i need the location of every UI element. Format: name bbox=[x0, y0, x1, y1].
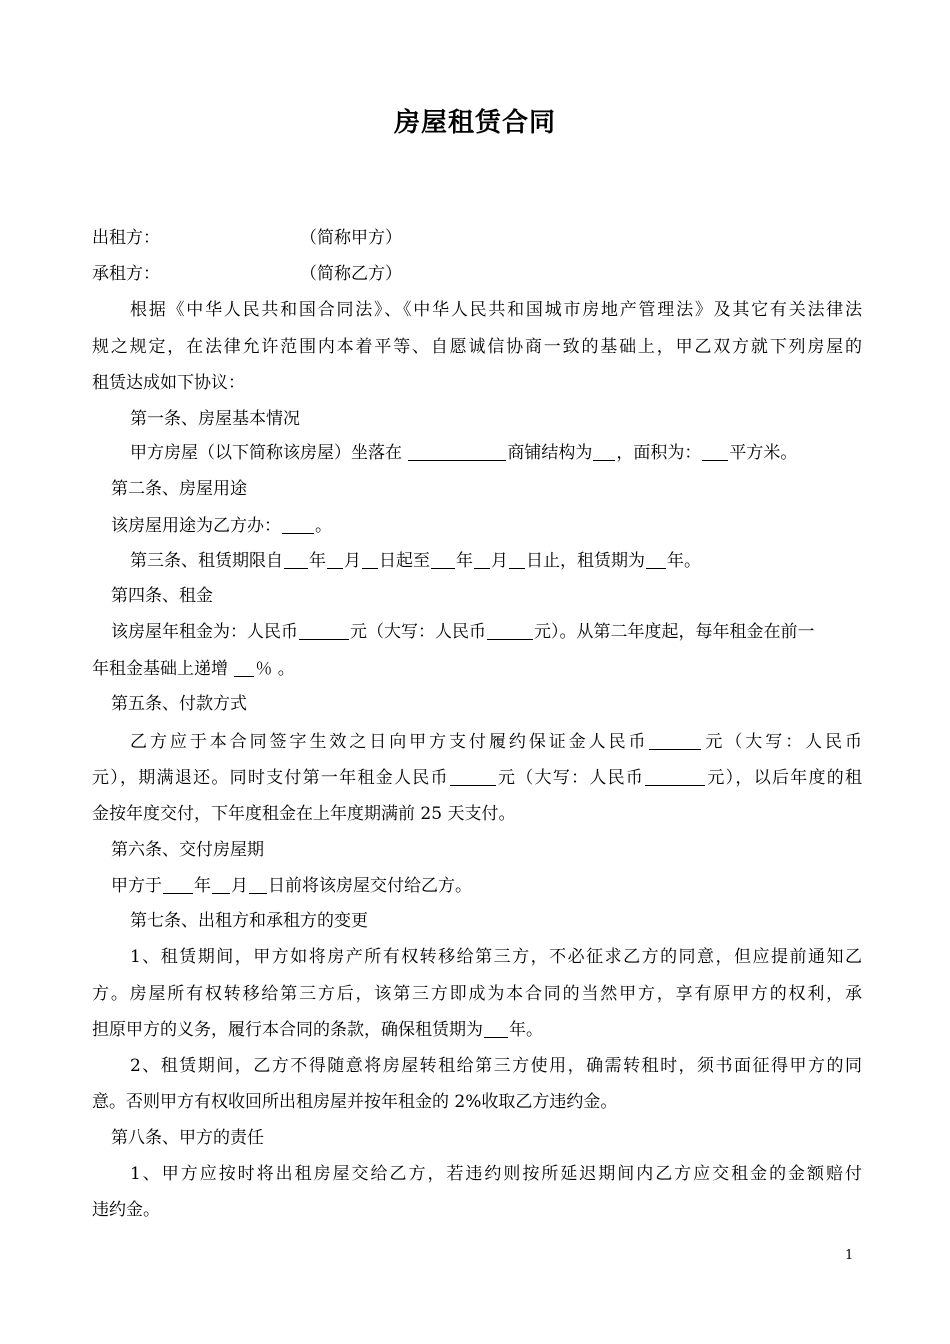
article-5-text-3: 金按年度交付，下年度租金在上年度期满前 25 天支付。 bbox=[92, 804, 516, 824]
article-8-heading: 第八条、甲方的责任 bbox=[111, 1128, 264, 1148]
article-4-text-2: 年租金基础上递增 ％ 。 bbox=[92, 659, 295, 679]
article-2-heading: 第二条、房屋用途 bbox=[111, 479, 247, 499]
article-7-heading: 第七条、出租方和承租方的变更 bbox=[130, 911, 368, 931]
article-8-p1-line-1: 1、甲方应按时将出租房屋交给乙方，若违约则按所延迟期间内乙方应交租金的金额赔付 bbox=[130, 1164, 862, 1184]
preamble-line-1: 根据《中华人民共和国合同法》、《中华人民共和国城市房地产管理法》及其它有关法律法 bbox=[130, 300, 862, 320]
article-7-p2-line-1: 2、租赁期间，乙方不得随意将房屋转租给第三方使用，确需转租时，须书面征得甲方的同 bbox=[130, 1056, 862, 1076]
lessor-note: （简称甲方） bbox=[300, 228, 402, 248]
blank-address bbox=[408, 442, 506, 461]
article-5-text-1: 乙方应于本合同签字生效之日向甲方支付履约保证金人民币 元（大写：人民币 bbox=[130, 732, 863, 752]
lessor-label: 出租方： bbox=[92, 228, 160, 248]
article-7-p2-line-2: 意。否则甲方有权收回所出租房屋并按年租金的 2%收取乙方违约金。 bbox=[92, 1092, 618, 1112]
article-2-text: 该房屋用途为乙方办： 。 bbox=[111, 516, 332, 536]
blank-area bbox=[702, 442, 728, 461]
article-8-p1-line-2: 违约金。 bbox=[92, 1200, 160, 1220]
article-5-heading: 第五条、付款方式 bbox=[111, 694, 247, 714]
article-6-heading: 第六条、交付房屋期 bbox=[111, 840, 264, 860]
preamble-line-3: 租赁达成如下协议： bbox=[92, 373, 245, 393]
document-title: 房屋租赁合同 bbox=[393, 108, 556, 138]
lessor-line bbox=[92, 226, 862, 250]
article-1-text: 甲方房屋（以下简称该房屋）坐落在 商铺结构为 ，面积为： 平方米。 bbox=[130, 443, 798, 463]
lessee-label: 承租方： bbox=[92, 264, 160, 284]
article-4-heading: 第四条、租金 bbox=[111, 586, 213, 606]
lessee-line bbox=[92, 262, 862, 286]
article-4-text-1: 该房屋年租金为：人民币 元（大写：人民币 元）。从第二年度起，每年租金在前一 bbox=[111, 622, 815, 642]
preamble-line-2: 规之规定，在法律允许范围内本着平等、自愿诚信协商一致的基础上，甲乙双方就下列房屋的 bbox=[92, 337, 862, 357]
article-3-text: 第三条、租赁期限自 年 月 日起至 年 月 日止，租赁期为 年。 bbox=[130, 551, 701, 571]
page-number: 1 bbox=[845, 1248, 854, 1263]
article-6-text: 甲方于 年 月 日前将该房屋交付给乙方。 bbox=[111, 876, 472, 896]
lessee-note: （简称乙方） bbox=[300, 264, 402, 284]
article-5-text-2: 元），期满退还。同时支付第一年租金人民币 元（大写：人民币 元），以后年度的租 bbox=[92, 768, 863, 788]
blank-usage bbox=[282, 515, 314, 534]
blank-structure bbox=[593, 442, 615, 461]
article-7-p1-line-2: 方。房屋所有权转移给第三方后，该第三方即成为本合同的当然甲方，享有原甲方的权利，承 bbox=[92, 984, 862, 1004]
article-7-p1-line-3: 担原甲方的义务，履行本合同的条款，确保租赁期为 年。 bbox=[92, 1020, 543, 1040]
article-7-p1-line-1: 1、租赁期间，甲方如将房产所有权转移给第三方，不必征求乙方的同意，但应提前通知乙 bbox=[130, 947, 862, 967]
article-1-heading: 第一条、房屋基本情况 bbox=[130, 409, 300, 429]
